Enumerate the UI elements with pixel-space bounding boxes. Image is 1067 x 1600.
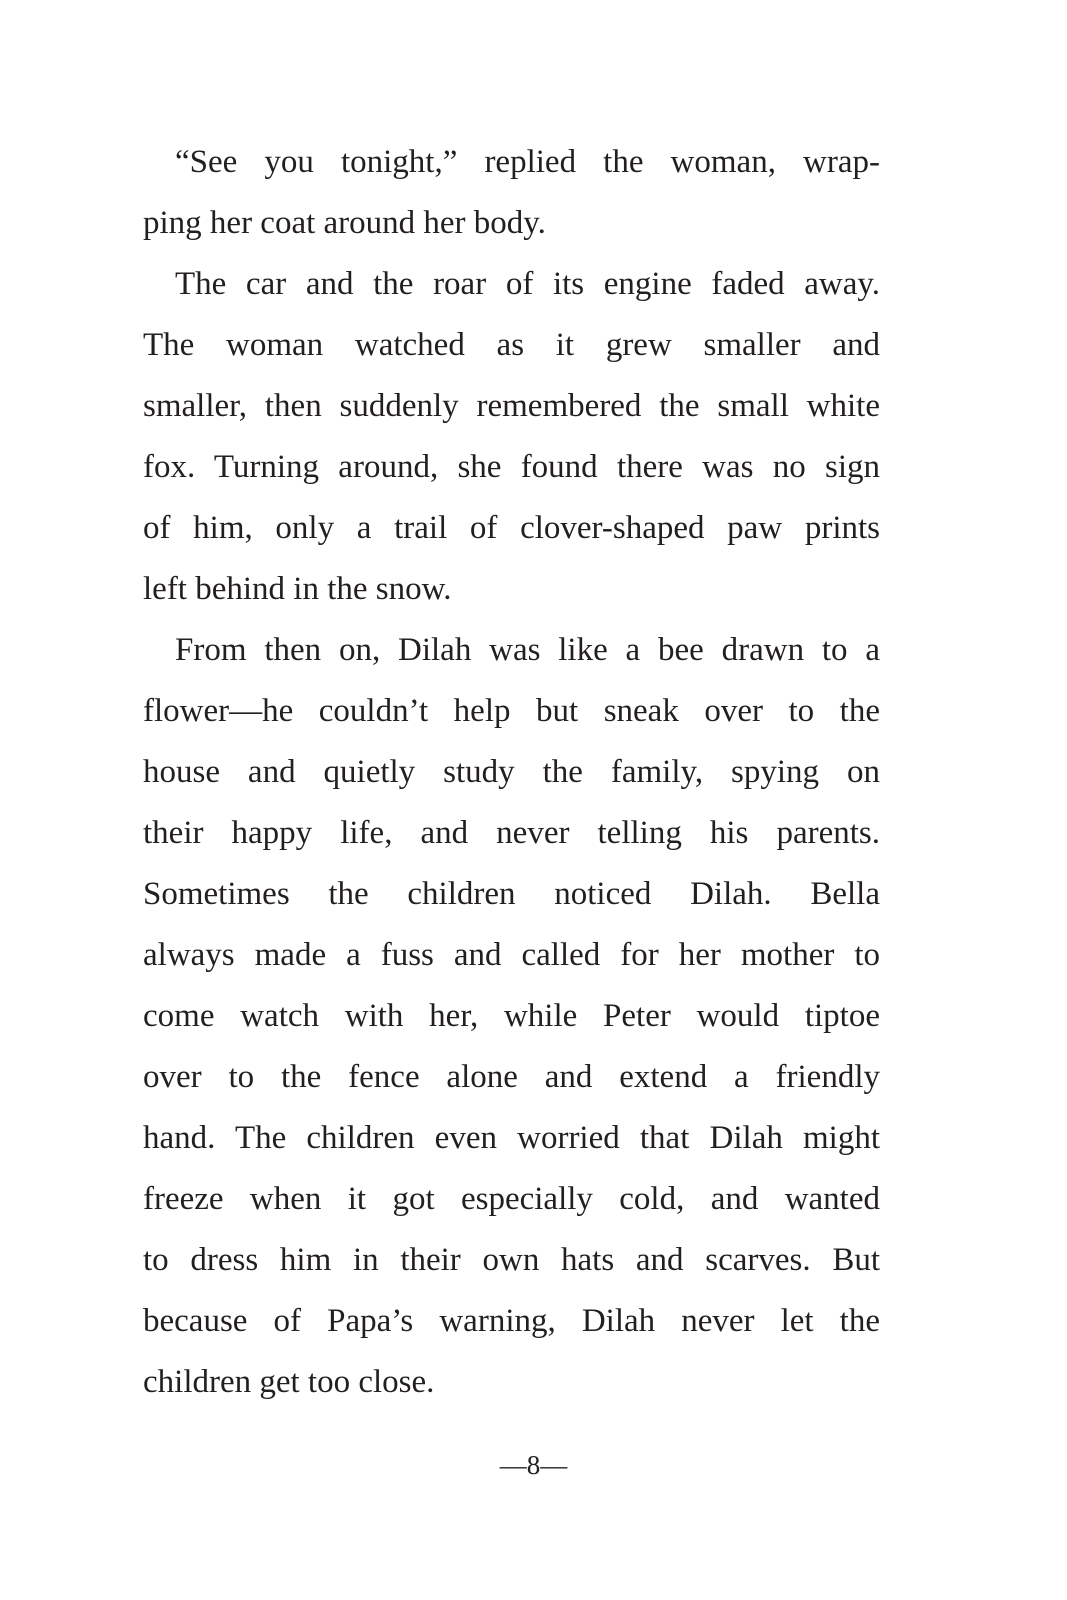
text-line: Sometimes the children noticed Dilah. Bella (143, 876, 880, 912)
page-number: —8— (499, 1450, 568, 1480)
text-line: “See you tonight,” replied the woman, wrap- (175, 144, 880, 180)
text-line: hand. The children even worried that Dilah might (143, 1120, 880, 1156)
text-line: smaller, then suddenly remembered the small white (143, 388, 880, 424)
paragraph-2 (143, 254, 880, 620)
text-line: their happy life, and never telling his parents. (143, 815, 880, 851)
text-line: to dress him in their own hats and scarves. But (143, 1242, 880, 1278)
text-line: house and quietly study the family, spying on (143, 754, 880, 790)
text-line: ping her coat around her body. (143, 205, 546, 241)
text-line: of him, only a trail of clover-shaped paw prints (143, 510, 880, 546)
paragraph-1 (143, 132, 880, 254)
text-line: come watch with her, while Peter would tiptoe (143, 998, 880, 1034)
text-line: flower—he couldn’t help but sneak over to the (143, 693, 880, 729)
text-line: fox. Turning around, she found there was no sign (143, 449, 880, 485)
body-text (143, 132, 880, 1413)
text-line: always made a fuss and called for her mother to (143, 937, 880, 973)
text-line: The woman watched as it grew smaller and (143, 327, 880, 363)
paragraph-3 (143, 620, 880, 1413)
text-line: freeze when it got especially cold, and wanted (143, 1181, 880, 1217)
text-line: left behind in the snow. (143, 571, 452, 607)
text-line: because of Papa’s warning, Dilah never let the (143, 1303, 880, 1339)
text-line: From then on, Dilah was like a bee drawn to a (175, 632, 880, 668)
text-line: The car and the roar of its engine faded away. (175, 266, 880, 302)
text-line: over to the fence alone and extend a friendly (143, 1059, 880, 1095)
text-line: children get too close. (143, 1364, 435, 1400)
